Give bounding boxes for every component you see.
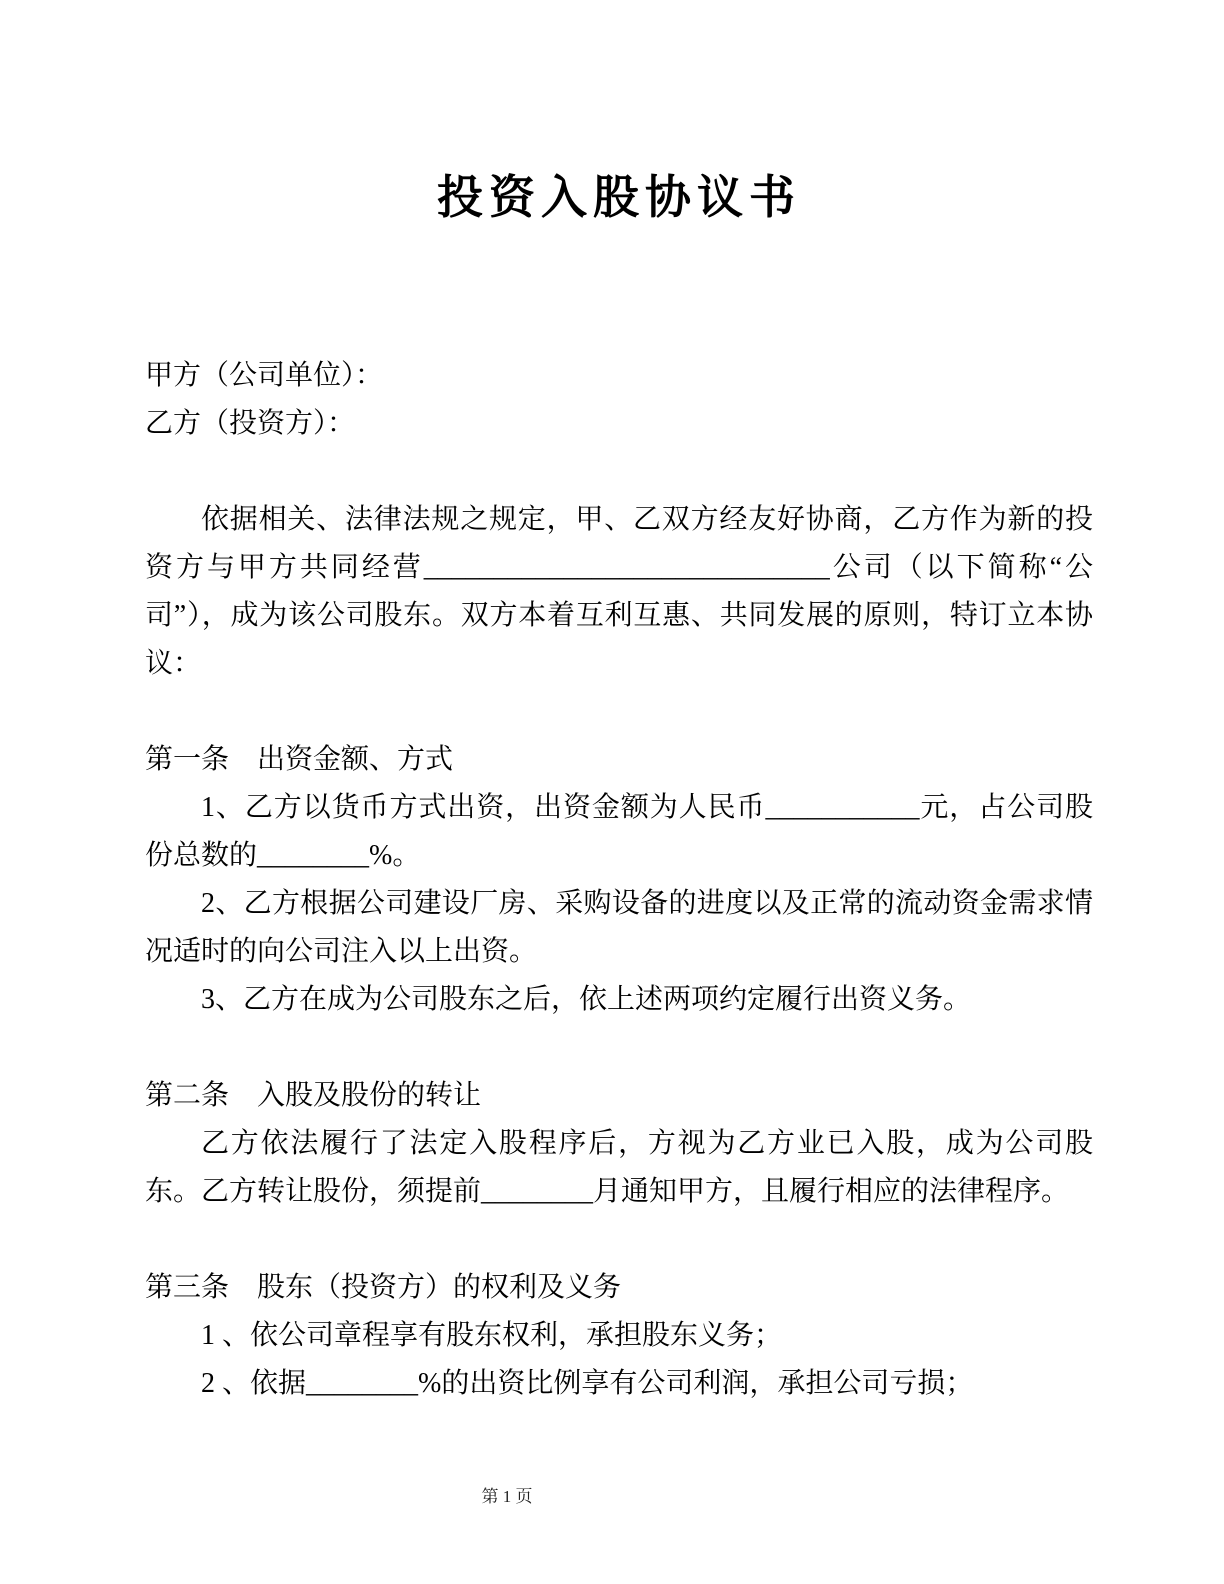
- article-2-heading: 第二条 入股及股份的转让: [145, 1080, 482, 1111]
- page-number: 第 1 页: [481, 1487, 533, 1506]
- article-3-heading: 第三条 股东（投资方）的权利及义务: [145, 1272, 622, 1303]
- article-2-clause-1: 乙方依法履行了法定入股程序后，方视为乙方业已入股，成为公司股东。乙方转让股份，须提前________月通知甲方，且履行相应的法律程序。: [145, 1128, 1093, 1207]
- article-3-clause-1: 1 、依公司章程享有股东权利，承担股东义务；: [201, 1320, 783, 1351]
- article-3-clause-2: 2 、依据________%的出资比例享有公司利润，承担公司亏损；: [201, 1368, 974, 1399]
- preamble-paragraph: 依据相关、法律法规之规定，甲、乙双方经友好协商，乙方作为新的投资方与甲方共同经营_____________________________公司（以下简称“公司”），成为该公司股东。双方本着互利互惠、共同发展的原则，特订立本协议：: [145, 504, 1093, 679]
- article-1-clause-2: 2、乙方根据公司建设厂房、采购设备的进度以及正常的流动资金需求情况适时的向公司注入以上出资。: [145, 888, 1093, 967]
- article-2: [145, 1072, 1093, 1216]
- article-3: [145, 1264, 1093, 1408]
- article-1-heading: 第一条 出资金额、方式: [145, 744, 454, 775]
- party-a-line: 甲方（公司单位）：: [145, 360, 384, 391]
- parties-block: [145, 352, 1093, 448]
- party-b-line: 乙方（投资方）：: [145, 408, 356, 439]
- document-title: 投资入股协议书: [437, 172, 801, 223]
- article-1-clause-1: 1、乙方以货币方式出资，出资金额为人民币___________元，占公司股份总数的________%。: [145, 792, 1093, 871]
- article-1-clause-3: 3、乙方在成为公司股东之后，依上述两项约定履行出资义务。: [201, 984, 972, 1015]
- document-content: [145, 0, 1093, 1408]
- article-1: [145, 736, 1093, 1024]
